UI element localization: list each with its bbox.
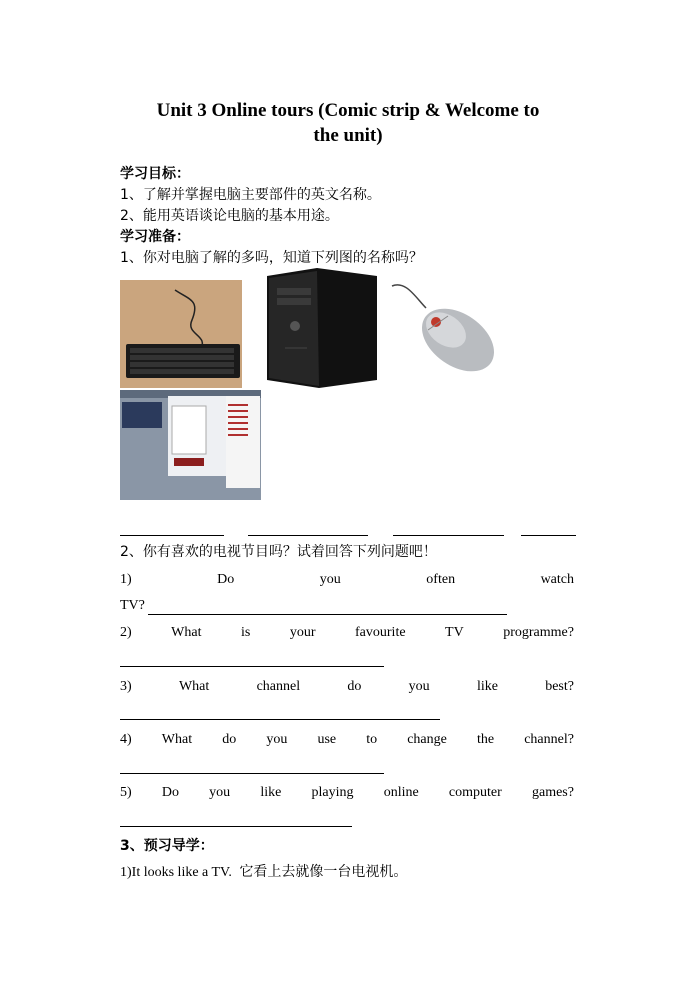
- answer-blank-3[interactable]: [393, 535, 504, 536]
- q2-answer-line[interactable]: [120, 666, 384, 667]
- q3-word: like: [476, 679, 498, 694]
- monitor-screen-image: [120, 390, 261, 500]
- q3-word: best?: [545, 679, 574, 694]
- q1-word: watch: [540, 572, 574, 587]
- q5-number: 5): [120, 785, 132, 800]
- q4-number: 4): [120, 732, 132, 747]
- q5-word: like: [260, 785, 282, 800]
- answer-blank-2[interactable]: [248, 535, 368, 536]
- objective-2: 2、能用英语谈论电脑的基本用途。: [120, 208, 339, 224]
- question-1: [120, 572, 574, 588]
- title-line-1: Unit 3 Online tours (Comic strip & Welcome to: [156, 100, 540, 121]
- prep-question-2: 2、你有喜欢的电视节目吗？试着回答下列问题吧！: [120, 544, 437, 560]
- preview-heading: 3、预习导学：: [120, 838, 214, 854]
- q3-number: 3): [120, 679, 132, 694]
- q2-word: your: [289, 625, 316, 640]
- question-2: [120, 625, 574, 641]
- answer-blank-4[interactable]: [521, 535, 576, 536]
- q3-word: channel: [256, 679, 301, 694]
- q1-tail: TV?: [120, 598, 145, 613]
- q3-word: do: [347, 679, 362, 694]
- q2-word: TV: [445, 625, 464, 640]
- q5-word: computer: [448, 785, 502, 800]
- q5-word: Do: [161, 785, 179, 800]
- q1-number: 1): [120, 572, 132, 587]
- q2-number: 2): [120, 625, 132, 640]
- q3-word: you: [408, 679, 430, 694]
- q5-word: online: [383, 785, 419, 800]
- q1-word: Do: [217, 572, 235, 587]
- q4-word: What: [161, 732, 193, 747]
- q3-answer-line[interactable]: [120, 719, 440, 720]
- mouse-image: [386, 278, 500, 380]
- q4-word: the: [476, 732, 495, 747]
- keyboard-image: [120, 280, 242, 388]
- objective-1: 1、了解并掌握电脑主要部件的英文名称。: [120, 187, 381, 203]
- q5-word: you: [209, 785, 231, 800]
- q5-word: playing: [311, 785, 354, 800]
- q4-word: change: [407, 732, 447, 747]
- q4-answer-line[interactable]: [120, 773, 384, 774]
- q3-word: What: [178, 679, 210, 694]
- q1-word: you: [319, 572, 341, 587]
- title-line-2: the unit): [313, 125, 383, 146]
- prep-heading: 学习准备：: [120, 229, 190, 245]
- question-4: [120, 732, 574, 748]
- q2-word: What: [171, 625, 202, 640]
- preview-chinese: 它看上去就像一台电视机。: [239, 864, 408, 880]
- prep-question-1: 1、你对电脑了解的多吗，知道下列图的名称吗？: [120, 250, 423, 266]
- q2-word: is: [241, 625, 251, 640]
- q4-word: you: [266, 732, 288, 747]
- q4-word: channel?: [524, 732, 574, 747]
- q4-word: to: [366, 732, 378, 747]
- answer-blank-1[interactable]: [120, 535, 224, 536]
- preview-line-1: [120, 862, 407, 882]
- computer-tower-image: [257, 268, 381, 388]
- preview-english: 1)It looks like a TV.: [120, 865, 232, 880]
- q2-word: favourite: [355, 625, 406, 640]
- page-title: [120, 98, 576, 148]
- q5-answer-line[interactable]: [120, 826, 352, 827]
- question-5: [120, 785, 574, 801]
- q2-word: programme?: [503, 625, 574, 640]
- q4-word: do: [222, 732, 237, 747]
- q1-answer-line[interactable]: [148, 614, 507, 615]
- q5-word: games?: [531, 785, 574, 800]
- q1-word: often: [426, 572, 456, 587]
- question-3: [120, 679, 574, 695]
- objectives-heading: 学习目标：: [120, 166, 190, 182]
- q4-word: use: [317, 732, 337, 747]
